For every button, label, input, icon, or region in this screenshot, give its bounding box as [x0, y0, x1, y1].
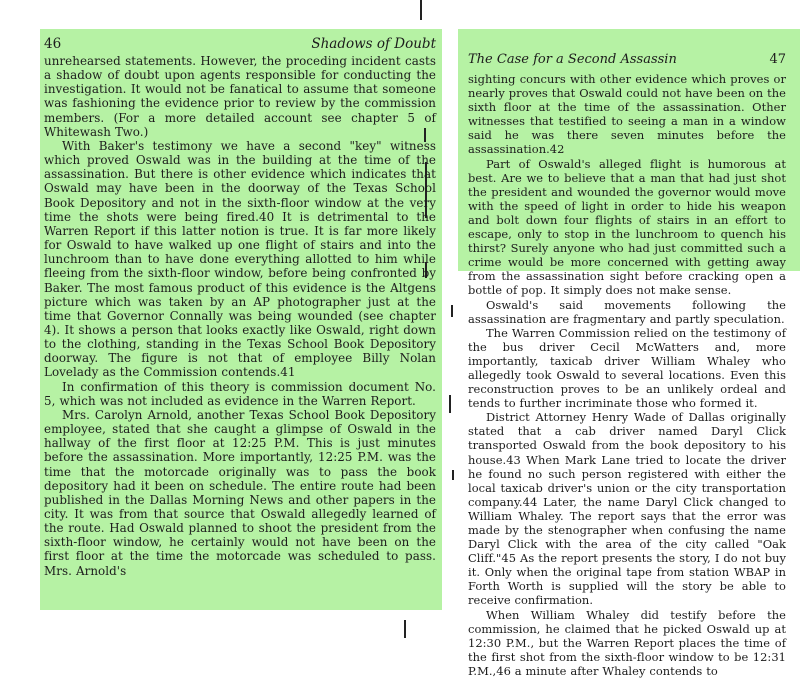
gutter-mark-top [420, 0, 422, 20]
gutter-mark-bottom [404, 620, 406, 638]
right-running-head [468, 52, 786, 70]
gutter-mark-4 [451, 305, 453, 317]
gutter-mark-5 [449, 395, 451, 413]
left-paragraph-1: unrehearsed statements. However, the proceding incident casts a shadow of doubt upon agents responsible for conducting the investigation. It would not be fanatical to assume that someone was fashioning the evidence prior to review by the commission members. (For a more detailed account see chapter 5 of Whitewash Two.) [44, 54, 436, 139]
right-paragraph-1: sighting concurs with other evidence which proves or nearly proves that Oswald could not have been on the sixth floor at the time of the assassination. Other witnesses that testified to seeing a man in a window said he was there seven minutes before the assassination.42 [468, 72, 786, 157]
left-paragraph-2: With Baker's testimony we have a second "key" witness which proved Oswald was in the building at the time of the assassination. But there is other evidence which indicates that Oswald may have been in the doorway of the Texas School Book Depository and not in the sixth-floor window at the very time the shots were being fired.40 It is detrimental to the Warren Report if this latter notion is true. It is far more likely for Oswald to have walked up one flight of stairs and into the lunchroom than to have done everything allotted to him while fleeing from the sixth-floor window, before being confronted by Baker. The most famous product of this evidence is the Altgens picture which was taken by an AP photographer just at the time that Governor Connally was being wounded (see chapter 4). It shows a person that looks exactly like Oswald, right down to the clothing, standing in the Texas School Book Depository doorway. The figure is not that of employee Billy Nolan Lovelady as the Commission contends.41 [44, 138, 436, 380]
left-paragraph-4: Mrs. Carolyn Arnold, another Texas School Book Depository employee, stated that she caught a glimpse of Oswald in the hallway of the first floor at 12:25 P.M. This is just minutes before the assassination. More importantly, 12:25 P.M. was the time that the motorcade originally was to pass the book depository had it been on schedule. The entire route had been published in the Dallas Morning News and other papers in the city. It was from that source that Oswald allegedly learned of the route. Had Oswald planned to shoot the president from the sixth-floor window, he certainly would not have been on the first floor at the time the motorcade was scheduled to pass. Mrs. Arnold's [44, 407, 436, 578]
left-running-head [44, 36, 436, 54]
right-page [468, 52, 786, 678]
right-paragraph-4: The Warren Commission relied on the testimony of the bus driver Cecil McWatters and, more importantly, taxicab driver William Whaley who allegedly took Oswald to several locations. Even this reconstruction proves to be an unlikely ordeal and tends to further incriminate those who formed it. [468, 325, 786, 411]
left-running-title: Shadows of Doubt [311, 36, 436, 52]
left-page-number: 46 [44, 36, 62, 52]
right-paragraph-5: District Attorney Henry Wade of Dallas originally stated that a cab driver named Daryl Click transported Oswald from the book depository to his house.43 When Mark Lane tried to locate the driver he found no such person registered with either the local taxicab driver's union or the city transportation company.44 Later, the name Daryl Click changed to William Whaley. The report says that the error was made by the stenographer when confusing the name Daryl Click with the area of the city called "Oak Cliff."45 As the report presents the story, I do not buy it. Only when the original tape from station WBAP in Forth Worth is supplied will the story be able to receive confirmation. [468, 410, 786, 608]
gutter-mark-6 [452, 470, 454, 480]
left-paragraph-3: In confirmation of this theory is commission document No. 5, which was not included as evidence in the Warren Report. [44, 379, 436, 408]
right-paragraph-3: Oswald's said movements following the assassination are fragmentary and partly speculation. [468, 297, 786, 326]
right-paragraph-2: Part of Oswald's alleged flight is humorous at best. Are we to believe that a man that had just shot the president and wounded the governor would move with the speed of light in order to hide his weapon and bolt down four flights of stairs in an effort to escape, only to stop in the lunchroom to quench his thirst? Surely anyone who had just committed such a crime would be more concerned with getting away from the assassination sight before cracking open a bottle of pop. It simply does not make sense. [468, 156, 786, 298]
right-page-number: 47 [769, 52, 786, 67]
left-page [44, 36, 436, 578]
right-paragraph-6: When William Whaley did testify before the commission, he claimed that he picked Oswald up at 12:30 P.M., but the Warren Report places the time of the first shot from the sixth-floor window to be 12:31 P.M.,46 a minute after Whaley contends to [468, 607, 786, 678]
right-running-title: The Case for a Second Assassin [468, 52, 677, 67]
